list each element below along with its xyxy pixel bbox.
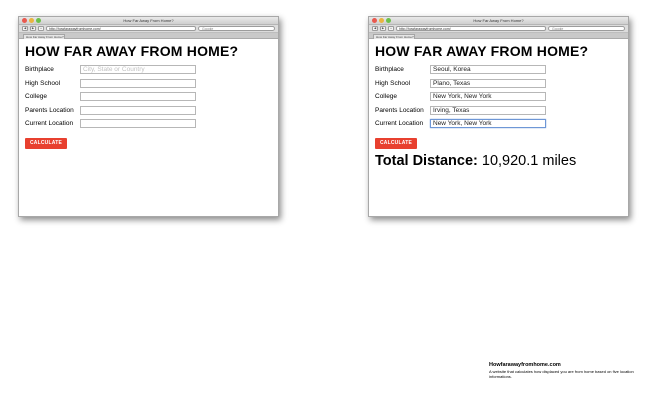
birthplace-label: Birthplace bbox=[375, 66, 404, 74]
search-field[interactable]: Google bbox=[198, 26, 275, 31]
college-label: College bbox=[25, 93, 48, 101]
browser-toolbar bbox=[369, 25, 628, 33]
browser-window-filled bbox=[368, 16, 629, 217]
form-row-college bbox=[375, 90, 622, 104]
titlebar bbox=[19, 17, 278, 25]
college-input[interactable] bbox=[80, 92, 196, 101]
high-school-label: High School bbox=[25, 79, 61, 87]
current-location-label: Current Location bbox=[375, 120, 424, 128]
form-row-birthplace bbox=[25, 63, 272, 77]
add-bookmark-button[interactable]: + bbox=[388, 26, 394, 31]
page-content bbox=[19, 39, 278, 153]
form-row-birthplace bbox=[375, 63, 622, 77]
form-row-college bbox=[25, 90, 272, 104]
high-school-label: High School bbox=[375, 79, 411, 87]
current-location-label: Current Location bbox=[25, 120, 74, 128]
forward-button[interactable]: ▶ bbox=[31, 26, 35, 30]
form-row-current-location bbox=[375, 117, 622, 131]
birthplace-label: Birthplace bbox=[25, 66, 54, 74]
window-title: How Far Away From Home? bbox=[123, 18, 174, 23]
parents-location-label: Parents Location bbox=[25, 106, 74, 114]
browser-toolbar bbox=[19, 25, 278, 33]
titlebar bbox=[369, 17, 628, 25]
calculate-button[interactable]: CALCULATE bbox=[375, 138, 417, 149]
project-caption bbox=[489, 362, 639, 379]
total-distance-value: 10,920.1 miles bbox=[481, 152, 577, 169]
page-title: HOW FAR AWAY FROM HOME? bbox=[375, 43, 589, 59]
birthplace-input[interactable]: Seoul, Korea bbox=[430, 65, 546, 74]
current-location-input[interactable]: New York, New York bbox=[430, 119, 546, 128]
caption-title: Howfarawayfromhome.com bbox=[489, 362, 561, 368]
high-school-input[interactable] bbox=[80, 79, 196, 88]
total-distance bbox=[375, 153, 622, 169]
total-distance-label: Total Distance: bbox=[375, 152, 478, 169]
high-school-input[interactable]: Plano, Texas bbox=[430, 79, 546, 88]
tab-how-far-away[interactable]: How Far Away From Home? bbox=[23, 34, 65, 39]
parents-location-input[interactable]: Irving, Texas bbox=[430, 106, 546, 115]
form-row-current-location bbox=[25, 117, 272, 131]
address-bar[interactable]: http://howfarawayfromhome.com/ bbox=[396, 26, 546, 31]
tab-bar bbox=[19, 33, 278, 39]
forward-button[interactable]: ▶ bbox=[381, 26, 385, 30]
tab-bar bbox=[369, 33, 628, 39]
form-row-high-school bbox=[375, 77, 622, 91]
back-button[interactable]: ◀ bbox=[23, 26, 27, 30]
college-label: College bbox=[375, 93, 398, 101]
form-row-parents-location bbox=[375, 104, 622, 118]
form-row-high-school bbox=[25, 77, 272, 91]
back-button[interactable]: ◀ bbox=[373, 26, 377, 30]
tab-how-far-away[interactable]: How Far Away From Home? bbox=[373, 34, 415, 39]
college-input[interactable]: New York, New York bbox=[430, 92, 546, 101]
search-field[interactable]: Google bbox=[548, 26, 625, 31]
browser-window-empty bbox=[18, 16, 279, 217]
caption-description: A website that calculates how displaced you are from home based on five location informations. bbox=[489, 369, 634, 379]
parents-location-label: Parents Location bbox=[375, 106, 424, 114]
birthplace-input[interactable]: City, State or Country bbox=[80, 65, 196, 74]
page-title: HOW FAR AWAY FROM HOME? bbox=[25, 43, 239, 59]
add-bookmark-button[interactable]: + bbox=[38, 26, 44, 31]
form-row-parents-location bbox=[25, 104, 272, 118]
current-location-input[interactable] bbox=[80, 119, 196, 128]
address-bar[interactable]: http://howfarawayfromhome.com/ bbox=[46, 26, 196, 31]
parents-location-input[interactable] bbox=[80, 106, 196, 115]
calculate-button[interactable]: CALCULATE bbox=[25, 138, 67, 149]
page-content bbox=[369, 39, 628, 173]
window-title: How Far Away From Home? bbox=[473, 18, 524, 23]
